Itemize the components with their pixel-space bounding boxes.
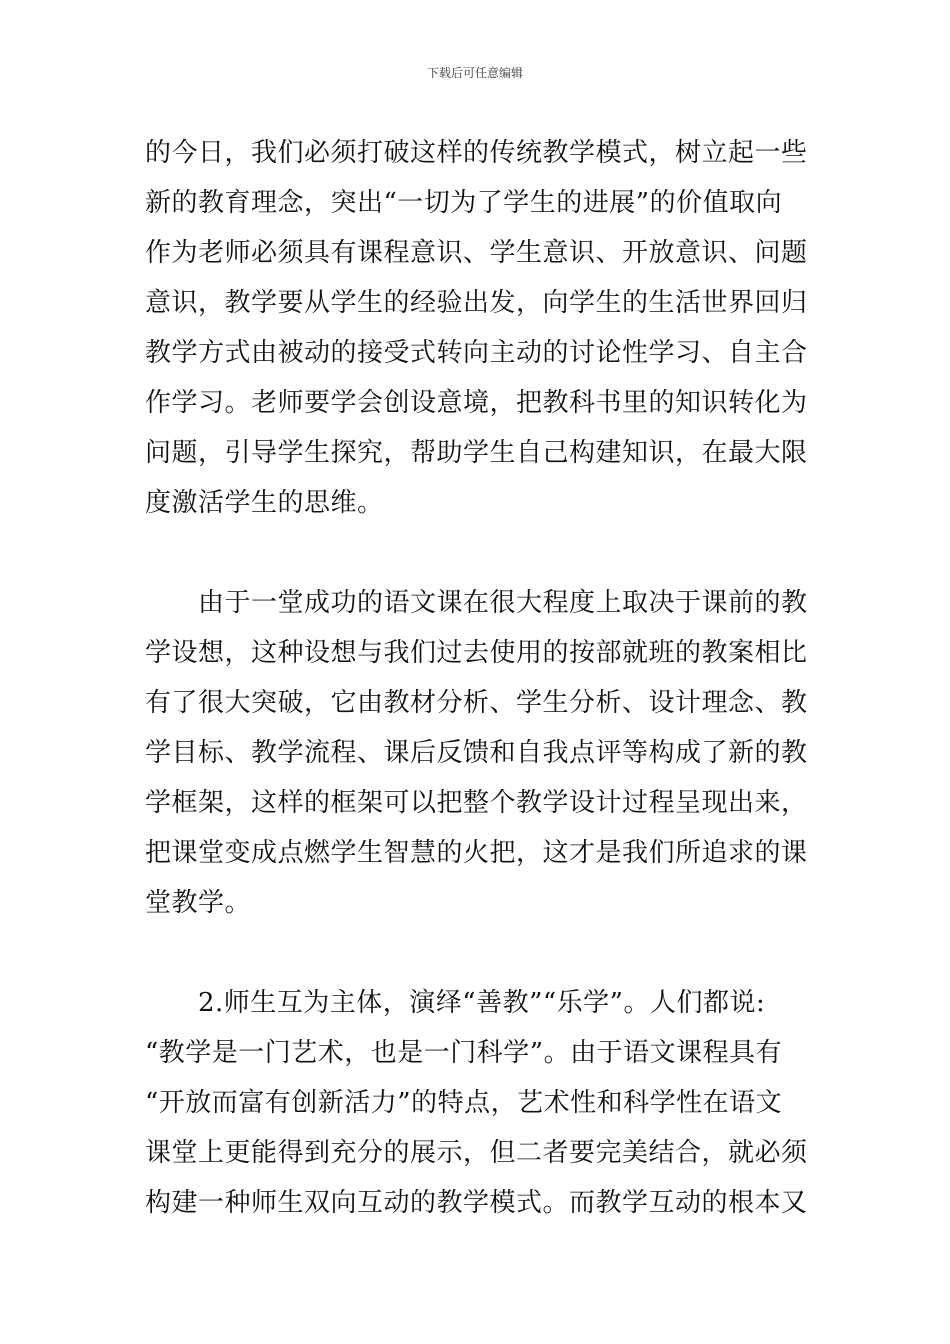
text-line: 的今日，我们必须打破这样的传统教学模式，树立起一些	[145, 138, 808, 168]
text-line: 构建一种师生双向互动的教学模式。而教学互动的根本又	[145, 1188, 808, 1218]
paragraph-1	[145, 128, 810, 528]
paragraph-2	[145, 578, 810, 928]
text-line: 堂教学。	[145, 888, 252, 918]
document-body	[145, 128, 810, 1228]
text-line: 问题，引导学生探究，帮助学生自己构建知识，在最大限	[145, 438, 808, 468]
text-line: 度激活学生的思维。	[145, 488, 384, 518]
text-line: 意识，教学要从学生的经验出发，向学生的生活世界回归	[145, 288, 808, 318]
text-line: 学目标、教学流程、课后反馈和自我点评等构成了新的教	[145, 738, 808, 768]
text-line: “开放而富有创新活力”的特点，艺术性和科学性在语文	[145, 1088, 783, 1118]
page-header: 下载后可任意编辑	[426, 66, 523, 80]
paragraph-spacer	[145, 528, 810, 578]
text-line: 学设想，这种设想与我们过去使用的按部就班的教案相比	[145, 638, 808, 668]
paragraph-spacer	[145, 928, 810, 978]
text-line: 学框架，这样的框架可以把整个教学设计过程呈现出来，	[145, 788, 808, 818]
text-line: 作学习。老师要学会创设意境，把教科书里的知识转化为	[145, 388, 808, 418]
text-line: 把课堂变成点燃学生智慧的火把，这才是我们所追求的课	[145, 838, 808, 868]
text-line: 2.师生互为主体，演绎“善教”“乐学”。人们都说:	[145, 988, 766, 1018]
paragraph-3	[145, 978, 810, 1228]
text-line: 课堂上更能得到充分的展示，但二者要完美结合，就必须	[145, 1138, 808, 1168]
text-line: 作为老师必须具有课程意识、学生意识、开放意识、问题	[145, 238, 808, 268]
text-line: “教学是一门艺术，也是一门科学”。由于语文课程具有	[145, 1038, 783, 1068]
text-line: 由于一堂成功的语文课在很大程度上取决于课前的教	[145, 588, 808, 618]
text-line: 教学方式由被动的接受式转向主动的讨论性学习、自主合	[145, 338, 808, 368]
text-line: 有了很大突破，它由教材分析、学生分析、设计理念、教	[145, 688, 808, 718]
text-line: 新的教育理念，突出“一切为了学生的进展”的价值取向	[145, 188, 783, 218]
